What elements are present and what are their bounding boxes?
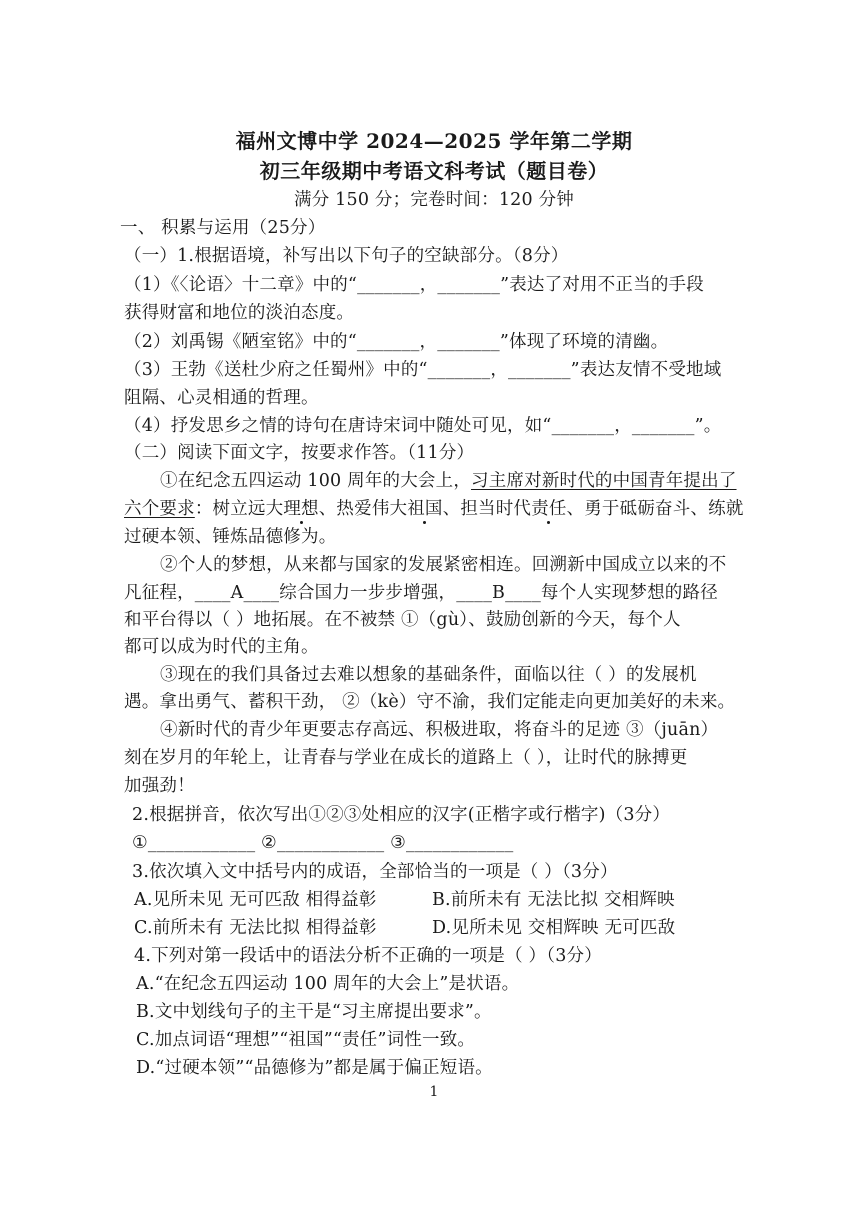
q4-option-b: B.文中划线句子的主干是“习主席提出要求”。 [136,1002,492,1022]
exam-title-line2: 初三年级期中考语文科考试（题目卷） [259,159,609,183]
passage-p2-line1: ②个人的梦想，从来都与国家的发展紧密相连。回溯新中国成立以来的不 [160,555,727,575]
q1-item2: （2）刘禹锡《陋室铭》中的“_______，_______”体现了环境的清幽。 [124,332,669,352]
passage-p1-line3: 过硬本领、锤炼品德修为。 [124,527,337,547]
q1-item3-line2: 阻隔、心灵相通的哲理。 [124,388,319,408]
question-4: 4.下列对第一段话中的语法分析不正确的一项是（ ）（3分） [134,946,602,966]
q1-item1-line1: （1）《〈论语〉十二章》中的“_______，_______”表达了对用不正当的手段 [124,275,704,295]
q3-option-c: C.前所未有 无法比拟 相得益彰 [134,918,377,938]
q3-option-a: A.见所未见 无可匹敌 相得益彰 [134,890,377,910]
q1-item3-line1: （3）王勃《送杜少府之任蜀州》中的“_______，_______”表达友情不受地域 [124,360,722,380]
q4-option-c: C.加点词语“理想”“祖国”“责任”词性一致。 [136,1030,476,1050]
q1-item4: （4）抒发思乡之情的诗句在唐诗宋词中随处可见，如“_______，_______”。 [124,416,722,436]
q4-option-d: D.“过硬本领”“品德修为”都是属于偏正短语。 [136,1058,493,1078]
passage-p1-line2 [124,496,744,522]
p1-text: 、担当时代 [442,499,532,519]
part2-intro: （二）阅读下面文字，按要求作答。（11分） [124,443,475,463]
dotted-word-lixiang: 理想 [283,499,319,519]
underlined-sentence-part2: 六个要求 [124,499,195,519]
q1-item1-line2: 获得财富和地位的淡泊态度。 [124,303,355,323]
passage-p3-line2: 遇。拿出勇气、蓄积干劲， ②（kè）守不渝，我们定能走向更加美好的未来。 [124,692,736,712]
q4-option-a: A.“在纪念五四运动 100 周年的大会上”是状语。 [136,974,520,994]
passage-p2-line3: 和平台得以（ ）地拓展。在不被禁 ①（gù）、鼓励创新的今天，每个人 [124,610,681,630]
passage-p3-line1: ③现在的我们具备过去难以想象的基础条件，面临以往（ ）的发展机 [160,665,697,685]
part1-intro: （一）1.根据语境，补写出以下句子的空缺部分。（8分） [124,246,569,266]
q3-option-b: B.前所未有 无法比拟 交相辉映 [432,890,675,910]
passage-p2-line2: 凡征程，____A____综合国力一步步增强，____B____每个人实现梦想的路径 [124,583,718,603]
section-heading: 一、 积累与运用（25分） [120,218,326,238]
passage-p4-line2: 刻在岁月的年轮上，让青春与学业在成长的道路上（ ），让时代的脉搏更 [124,748,688,768]
dotted-word-zeren: 责任 [531,499,567,519]
exam-title-line1: 福州文博中学 2024—2025 学年第二学期 [235,129,633,153]
p1-text: ：树立远大 [194,499,284,519]
passage-p4-line1: ④新时代的青少年更要志存高远、积极进取，将奋斗的足迹 ③（juān） [160,720,719,740]
passage-p1-line1 [160,468,737,494]
passage-p4-line3: 加强劲！ [124,776,195,796]
passage-p2-line4: 都可以成为时代的主角。 [124,637,319,657]
p1-text: 、热爱伟大 [318,499,408,519]
question-3: 3.依次填入文中括号内的成语，全部恰当的一项是（ ）（3分） [132,862,618,882]
question-2-answer-blanks[interactable]: ①____________ ②____________ ③____________ [132,833,514,853]
p1-text: ①在纪念五四运动 100 周年的大会上， [160,471,472,491]
dotted-word-zuguo: 祖国 [407,499,443,519]
question-2: 2.根据拼音，依次写出①②③处相应的汉字(正楷字或行楷字)（3分） [132,805,671,825]
p1-text: 、勇于砥砺奋斗、练就 [566,499,744,519]
q3-option-d: D.见所未见 交相辉映 无可匹敌 [432,918,676,938]
page-number: 1 [429,1084,439,1100]
underlined-sentence-part1: 习主席对新时代的中国青年提出了 [471,471,737,491]
exam-meta: 满分 150 分；完卷时间：120 分钟 [294,190,574,210]
